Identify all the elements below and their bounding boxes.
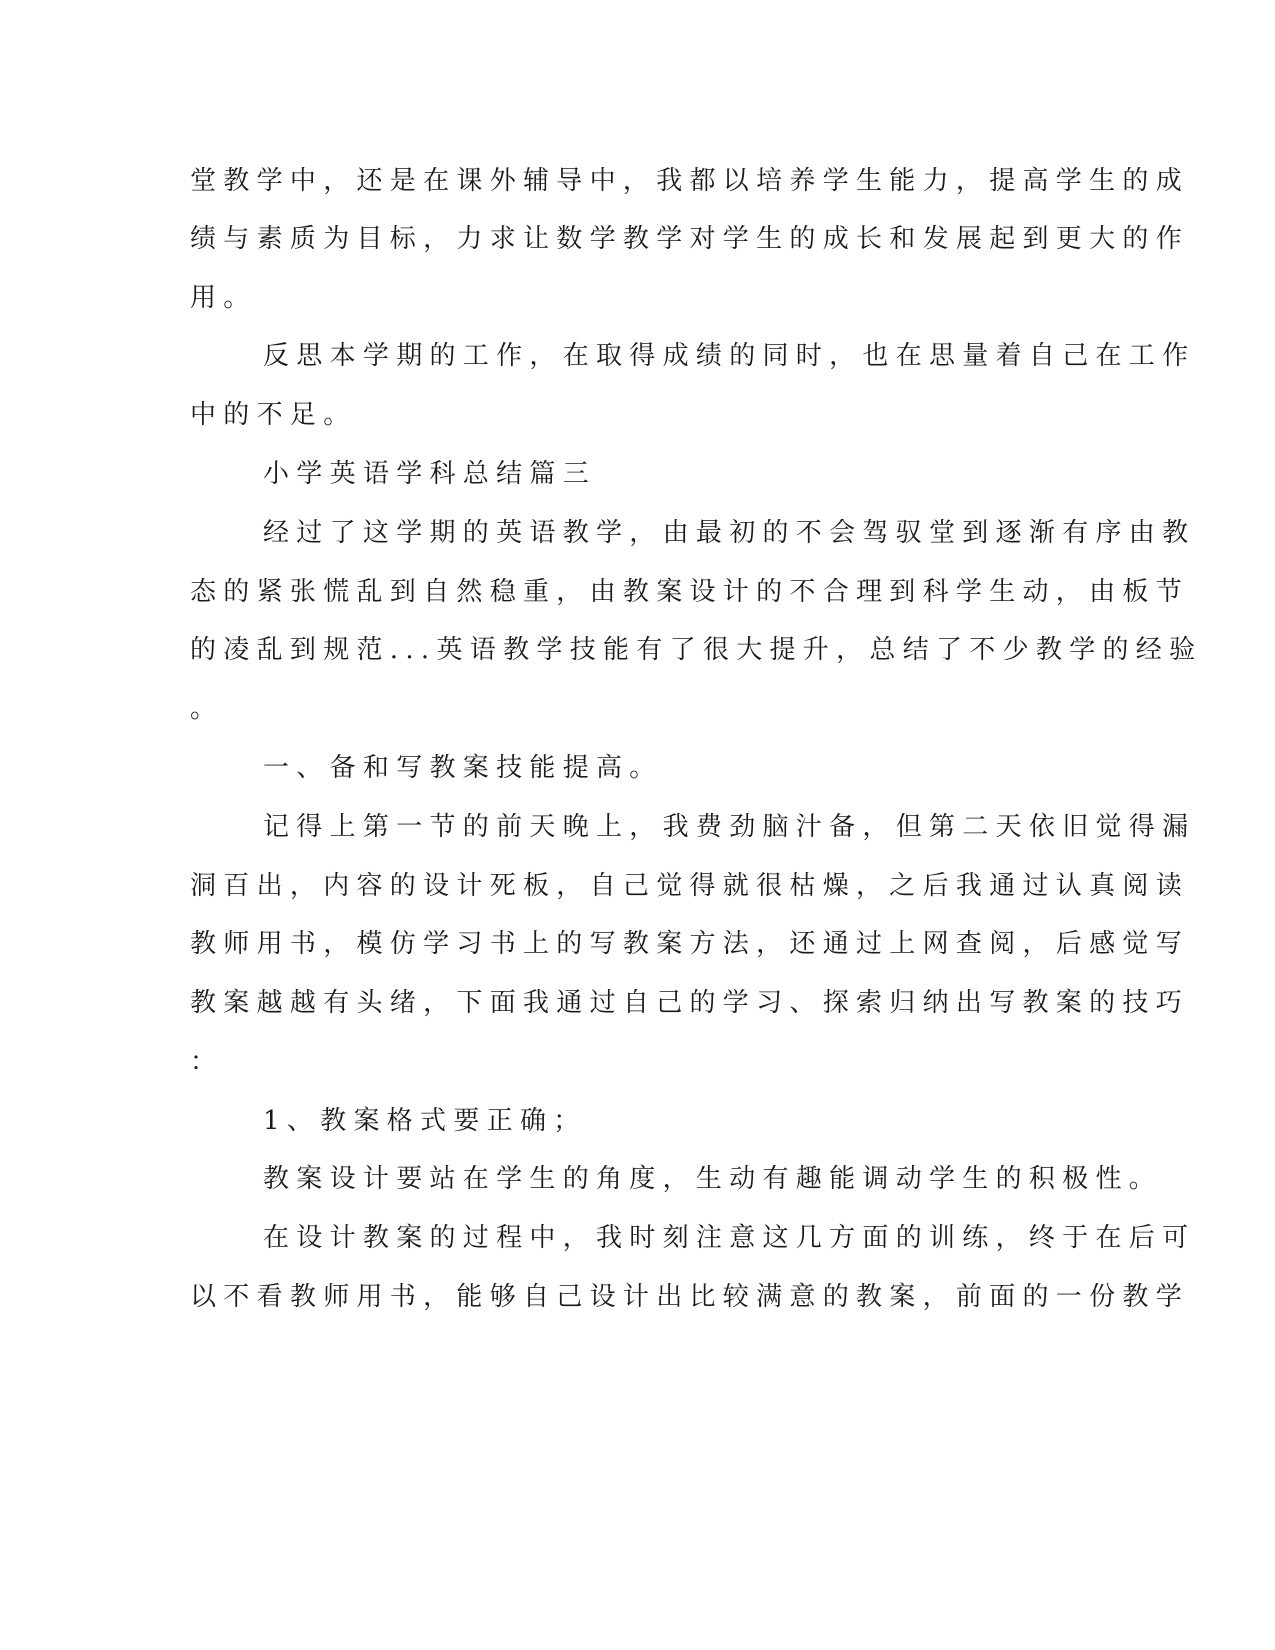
paragraph-line: 在设计教案的过程中，我时刻注意这几方面的训练，终于在后可 [263, 1223, 1196, 1253]
text-line: 教师用书，模仿学习书上的写教案方法，还通过上网查阅，后感觉写 [190, 929, 1190, 959]
text-line: 。 [190, 694, 224, 724]
section-title: 小学英语学科总结篇三 [263, 459, 597, 489]
text-line: 绩与素质为目标，力求让数学教学对学生的成长和发展起到更大的作 [190, 224, 1190, 254]
text-line: 教案越越有头绪，下面我通过自己的学习、探索归纳出写教案的技巧 [190, 988, 1190, 1018]
list-item: 1、教案格式要正确； [263, 1106, 587, 1136]
paragraph-line: 记得上第一节的前天晚上，我费劲脑汁备，但第二天依旧觉得漏 [263, 812, 1196, 842]
paragraph-line: 经过了这学期的英语教学，由最初的不会驾驭堂到逐渐有序由教 [263, 518, 1196, 548]
text-line: 态的紧张慌乱到自然稳重，由教案设计的不合理到科学生动，由板节 [190, 577, 1190, 607]
subheading: 一、备和写教案技能提高。 [263, 753, 663, 783]
text-line: 以不看教师用书，能够自己设计出比较满意的教案，前面的一份教学 [190, 1282, 1190, 1312]
text-line: 洞百出，内容的设计死板，自己觉得就很枯燥，之后我通过认真阅读 [190, 871, 1190, 901]
text-line: 堂教学中，还是在课外辅导中，我都以培养学生能力，提高学生的成 [190, 166, 1190, 196]
paragraph-line: 教案设计要站在学生的角度，生动有趣能调动学生的积极性。 [263, 1164, 1163, 1194]
text-line: ： [190, 1047, 224, 1077]
text-line: 的凌乱到规范...英语教学技能有了很大提升，总结了不少教学的经验 [190, 635, 1203, 665]
text-line: 用。 [190, 283, 257, 313]
paragraph-line: 反思本学期的工作，在取得成绩的同时，也在思量着自己在工作 [263, 341, 1196, 371]
text-line: 中的不足。 [190, 400, 357, 430]
